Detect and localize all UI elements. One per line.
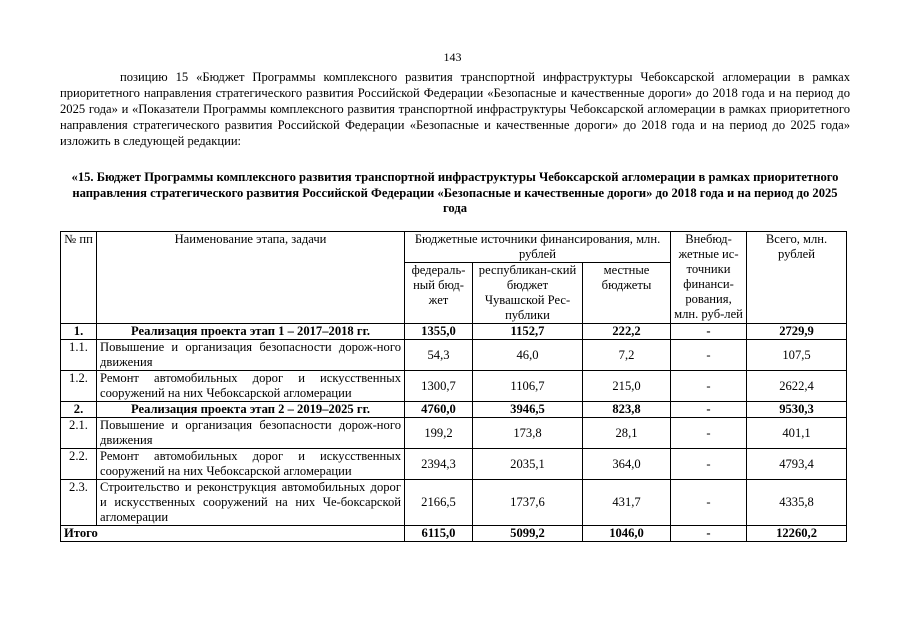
- total-total: 12260,2: [747, 526, 847, 542]
- cell-num: 2.: [61, 402, 97, 418]
- table-row: [61, 340, 847, 371]
- cell-total: 107,5: [747, 340, 847, 371]
- cell-federal: 1300,7: [405, 371, 473, 402]
- header-total: Всего, млн. рублей: [747, 232, 847, 324]
- cell-extra: -: [671, 480, 747, 526]
- cell-num: 1.: [61, 324, 97, 340]
- cell-federal: 199,2: [405, 418, 473, 449]
- cell-local: 431,7: [583, 480, 671, 526]
- total-row: [61, 526, 847, 542]
- cell-name: Повышение и организация безопасности дорож-ного движения: [97, 340, 405, 371]
- cell-total: 9530,3: [747, 402, 847, 418]
- total-republic: 5099,2: [473, 526, 583, 542]
- header-name: Наименование этапа, задачи: [97, 232, 405, 324]
- cell-name: Реализация проекта этап 1 – 2017–2018 гг.: [97, 324, 405, 340]
- cell-num: 2.3.: [61, 480, 97, 526]
- total-extra: -: [671, 526, 747, 542]
- table-row: [61, 418, 847, 449]
- cell-extra: -: [671, 449, 747, 480]
- cell-extra: -: [671, 371, 747, 402]
- cell-extra: -: [671, 340, 747, 371]
- cell-federal: 1355,0: [405, 324, 473, 340]
- table-row: [61, 324, 847, 340]
- intro-paragraph: позицию 15 «Бюджет Программы комплексного развития транспортной инфраструктуры Чебоксарской агломерации в рамках приоритетного направления стратегического развития Российской Федерации «Безопасные и качественные дороги» до 2018 года и на период до 2025 года» и «Показатели Программы комплексного развития транспортной инфраструктуры Чебоксарской агломерации в рамках приоритетного направления стратегического развития Российской Федерации «Безопасные и качественные дороги» до 2018 года и на период до 2025 года» изложить в следующей редакции:: [60, 70, 850, 148]
- header-budget-group: Бюджетные источники финансирования, млн. рублей: [405, 232, 671, 263]
- cell-republic: 3946,5: [473, 402, 583, 418]
- cell-republic: 1152,7: [473, 324, 583, 340]
- cell-total: 401,1: [747, 418, 847, 449]
- cell-federal: 2394,3: [405, 449, 473, 480]
- table-row: [61, 371, 847, 402]
- header-local: местные бюджеты: [583, 263, 671, 324]
- table-row: [61, 449, 847, 480]
- cell-num: 1.1.: [61, 340, 97, 371]
- cell-total: 4793,4: [747, 449, 847, 480]
- cell-num: 1.2.: [61, 371, 97, 402]
- cell-republic: 173,8: [473, 418, 583, 449]
- cell-federal: 54,3: [405, 340, 473, 371]
- cell-local: 215,0: [583, 371, 671, 402]
- cell-local: 222,2: [583, 324, 671, 340]
- cell-extra: -: [671, 418, 747, 449]
- cell-num: 2.2.: [61, 449, 97, 480]
- cell-local: 7,2: [583, 340, 671, 371]
- cell-name: Строительство и реконструкция автомобильных дорог и искусственных сооружений на них Че-боксарской агломерации: [97, 480, 405, 526]
- page-number: 143: [443, 50, 462, 64]
- cell-name: Повышение и организация безопасности дорож-ного движения: [97, 418, 405, 449]
- cell-extra: -: [671, 402, 747, 418]
- cell-name: Ремонт автомобильных дорог и искусственных сооружений на них Чебоксарской агломерации: [97, 449, 405, 480]
- cell-republic: 2035,1: [473, 449, 583, 480]
- cell-republic: 1737,6: [473, 480, 583, 526]
- budget-table: [60, 231, 847, 542]
- cell-num: 2.1.: [61, 418, 97, 449]
- cell-federal: 2166,5: [405, 480, 473, 526]
- cell-local: 364,0: [583, 449, 671, 480]
- cell-local: 28,1: [583, 418, 671, 449]
- table-heading: «15. Бюджет Программы комплексного развития транспортной инфраструктуры Чебоксарской агломерации в рамках приоритетного направления стратегического развития Российской Федерации «Безопасные и качественные дороги» до 2018 года и на период до 2025 года: [71, 170, 839, 215]
- cell-total: 4335,8: [747, 480, 847, 526]
- cell-total: 2729,9: [747, 324, 847, 340]
- total-federal: 6115,0: [405, 526, 473, 542]
- total-local: 1046,0: [583, 526, 671, 542]
- cell-republic: 46,0: [473, 340, 583, 371]
- header-num: № пп: [61, 232, 97, 324]
- total-label: Итого: [61, 526, 405, 542]
- header-republic: республикан-ский бюджет Чувашской Рес-публики: [473, 263, 583, 324]
- cell-federal: 4760,0: [405, 402, 473, 418]
- cell-republic: 1106,7: [473, 371, 583, 402]
- table-row: [61, 480, 847, 526]
- cell-total: 2622,4: [747, 371, 847, 402]
- table-row: [61, 402, 847, 418]
- cell-local: 823,8: [583, 402, 671, 418]
- cell-extra: -: [671, 324, 747, 340]
- header-federal: федераль-ный бюд-жет: [405, 263, 473, 324]
- cell-name: Ремонт автомобильных дорог и искусственных сооружений на них Чебоксарской агломерации: [97, 371, 405, 402]
- cell-name: Реализация проекта этап 2 – 2019–2025 гг.: [97, 402, 405, 418]
- header-extra: Внебюд-жетные ис-точники финанси-рования, млн. руб-лей: [671, 232, 747, 324]
